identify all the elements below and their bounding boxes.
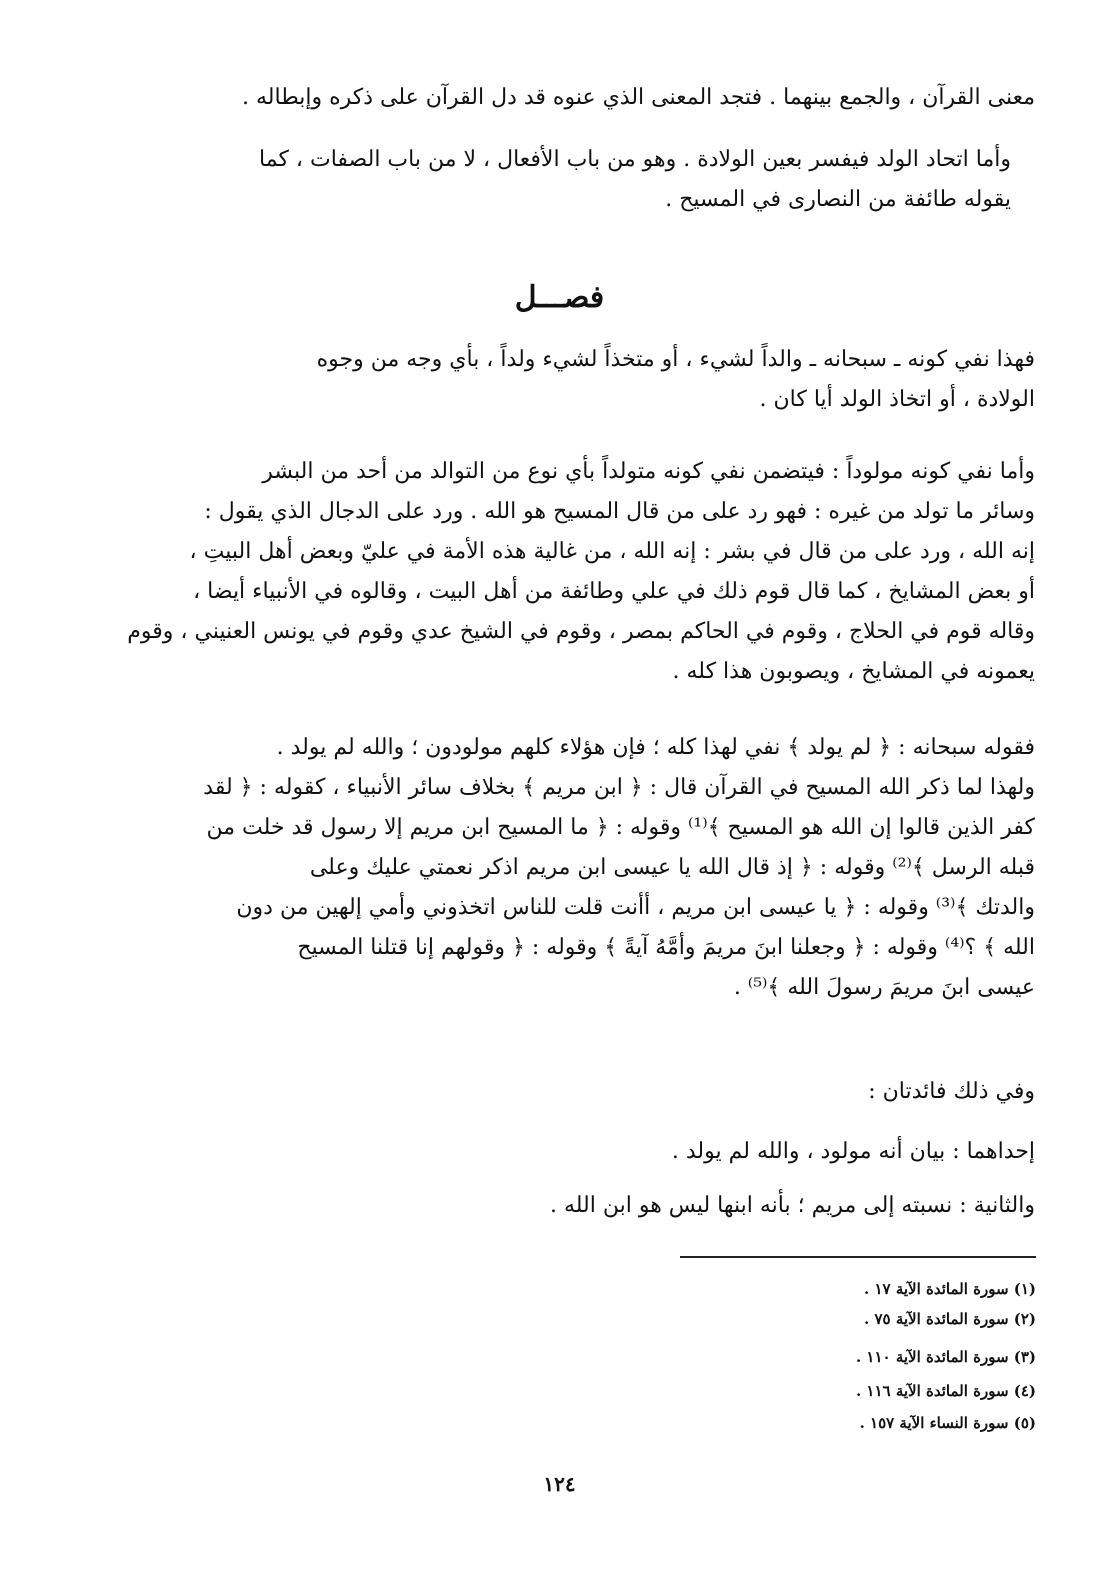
- text-line: فهذا نفي كونه ـ سبحانه ـ والداً لشيء ، أو متخذاً لشيء ولداً ، بأي وجه من وجوه: [316, 347, 1035, 372]
- text-line: والثانية : نسبته إلى مريم ؛ بأنه ابنها ليس هو ابن الله .: [549, 1193, 1035, 1218]
- footnote-1: (١) سورة المائدة الآية ١٧ .: [864, 1280, 1036, 1298]
- text-line: والدتك ﴾⁽³⁾ وقوله : ﴿ يا عيسى ابن مريم ، أأنت قلت للناس اتخذوني وأمي إلهين من دون: [236, 895, 1035, 920]
- footnote-5: (٥) سورة النساء الآية ١٥٧ .: [859, 1414, 1036, 1432]
- text-line: أو بعض المشايخ ، كما قال قوم ذلك في علي وطائفة من أهل البيت ، وقالوه في الأنبياء أيضا ،: [193, 579, 1035, 604]
- text-line: وفي ذلك فائدتان :: [868, 1079, 1035, 1104]
- page-number: ١٢٤: [543, 1472, 576, 1496]
- text-line: وأما نفي كونه مولوداً : فيتضمن نفي كونه متولداً بأي نوع من التوالد من أحد من البشر: [262, 459, 1035, 484]
- text-line: وقاله قوم في الحلاج ، وقوم في الحاكم بمصر ، وقوم في الشيخ عدي وقوم في يونس العنيني ، وقوم: [127, 619, 1035, 644]
- paragraph-3: [60, 340, 1035, 420]
- paragraph-8: [60, 1186, 1035, 1226]
- text-line: إنه الله ، ورد على من قال في بشر : إنه الله ، من غالية هذه الأمة في عليّ وبعض أهل البيتِ ،: [189, 539, 1035, 564]
- paragraph-5: [60, 728, 1035, 1008]
- footnote-divider: [680, 1256, 1036, 1258]
- paragraph-2: [60, 140, 1011, 220]
- footnote-4: (٤) سورة المائدة الآية ١١٦ .: [855, 1382, 1036, 1400]
- text-line: الله ﴾ ؟⁽⁴⁾ وقوله : ﴿ وجعلنا ابنَ مريمَ وأمَّهُ آيةً ﴾ وقوله : ﴿ وقولهم إنا قتلنا المسيح: [297, 935, 1035, 960]
- paragraph-7: [60, 1132, 1035, 1172]
- text-line: ولهذا لما ذكر الله المسيح في القرآن قال : ﴿ ابن مريم ﴾ بخلاف سائر الأنبياء ، كقوله : ﴿ لقد: [203, 775, 1035, 800]
- text-line: قبله الرسل ﴾⁽²⁾ وقوله : ﴿ إذ قال الله يا عيسى ابن مريم اذكر نعمتي عليك وعلى: [309, 855, 1035, 880]
- text-line: فقوله سبحانه : ﴿ لم يولد ﴾ نفي لهذا كله ؛ فإن هؤلاء كلهم مولودون ؛ والله لم يولد .: [276, 735, 1035, 760]
- footnote-2: (٢) سورة المائدة الآية ٧٥ .: [864, 1310, 1036, 1328]
- paragraph-1: [60, 78, 1035, 118]
- text-line: يعمونه في المشايخ ، ويصوبون هذا كله .: [672, 659, 1035, 684]
- text-line: إحداهما : بيان أنه مولود ، والله لم يولد .: [671, 1139, 1035, 1164]
- text-line: وأما اتحاد الولد فيفسر بعين الولادة . وهو من باب الأفعال ، لا من باب الصفات ، كما: [259, 147, 1011, 172]
- text-line: عيسى ابنَ مريمَ رسولَ الله ﴾⁽⁵⁾ .: [733, 975, 1035, 1000]
- text-line: معنى القرآن ، والجمع بينهما . فتجد المعنى الذي عنوه قد دل القرآن على ذكره وإبطاله .: [242, 85, 1035, 110]
- paragraph-6: [60, 1072, 1035, 1112]
- footnote-3: (٣) سورة المائدة الآية ١١٠ .: [855, 1348, 1036, 1366]
- text-line: الولادة ، أو اتخاذ الولد أيا كان .: [759, 387, 1035, 412]
- paragraph-4: [60, 452, 1035, 692]
- section-heading: فصـــل: [514, 280, 605, 315]
- text-line: وسائر ما تولد من غيره : فهو رد على من قال المسيح هو الله . ورد على الدجال الذي يقول :: [204, 499, 1035, 524]
- text-line: كفر الذين قالوا إن الله هو المسيح ﴾⁽¹⁾ وقوله : ﴿ ما المسيح ابن مريم إلا رسول قد خلت من: [206, 815, 1035, 840]
- text-line: يقوله طائفة من النصارى في المسيح .: [665, 187, 1011, 212]
